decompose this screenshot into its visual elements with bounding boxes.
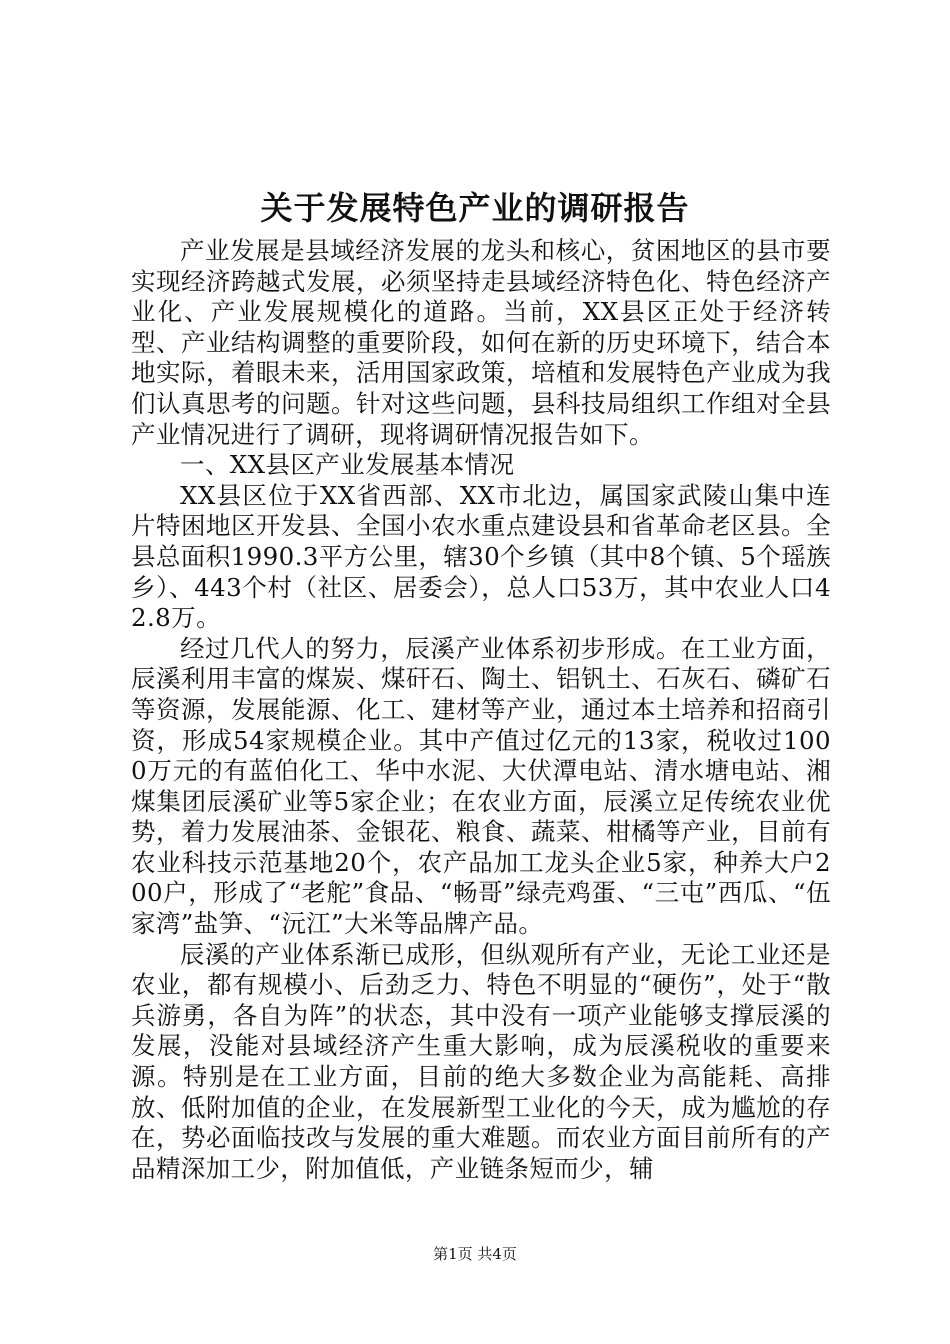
document-title: 关于发展特色产业的调研报告 bbox=[260, 189, 690, 227]
document-body bbox=[131, 236, 831, 1184]
paragraph-county-overview: XX县区位于XX省西部、XX市北边，属国家武陵山集中连片特困地区开发县、全国小农水重点建设县和省革命老区县。全县总面积1990.3平方公里，辖30个乡镇（其中8个镇、5个瑶族乡）、443个村（社区、居委会），总人口53万，其中农业人口42.8万。 bbox=[131, 480, 831, 633]
paragraph-industry-problems: 辰溪的产业体系渐已成形，但纵观所有产业，无论工业还是农业，都有规模小、后劲乏力、特色不明显的“硬伤”，处于“散兵游勇，各自为阵”的状态，其中没有一项产业能够支撑辰溪的发展，没能对县域经济产生重大影响，成为辰溪税收的重要来源。特别是在工业方面，目前的绝大多数企业为高能耗、高排放、低附加值的企业，在发展新型工业化的今天，成为尴尬的存在，势必面临技改与发展的重大难题。而农业方面目前所有的产品精深加工少，附加值低，产业链条短而少，辅 bbox=[131, 939, 831, 1183]
paragraph-industry-system: 经过几代人的努力，辰溪产业体系初步形成。在工业方面，辰溪利用丰富的煤炭、煤矸石、陶土、铝钒土、石灰石、磷矿石等资源，发展能源、化工、建材等产业，通过本土培养和招商引资，形成54家规模企业。其中产值过亿元的13家，税收过1000万元的有蓝伯化工、华中水泥、大伏潭电站、清水塘电站、湘煤集团辰溪矿业等5家企业；在农业方面，辰溪立足传统农业优势，着力发展油茶、金银花、粮食、蔬菜、柑橘等产业，目前有农业科技示范基地20个，农产品加工龙头企业5家，种养大户200户，形成了“老舵”食品、“畅哥”绿壳鸡蛋、“三屯”西瓜、“伍家湾”盐笋、“沅江”大米等品牌产品。 bbox=[131, 633, 831, 939]
page-number-footer: 第1页 共4页 bbox=[433, 1245, 517, 1263]
paragraph-intro: 产业发展是县域经济发展的龙头和核心，贫困地区的县市要实现经济跨越式发展，必须坚持走县域经济特色化、特色经济产业化、产业发展规模化的道路。当前，XX县区正处于经济转型、产业结构调整的重要阶段，如何在新的历史环境下，结合本地实际，着眼未来，活用国家政策，培植和发展特色产业成为我们认真思考的问题。针对这些问题，县科技局组织工作组对全县产业情况进行了调研，现将调研情况报告如下。 bbox=[131, 236, 831, 449]
section-heading-1: 一、XX县区产业发展基本情况 bbox=[180, 450, 515, 480]
